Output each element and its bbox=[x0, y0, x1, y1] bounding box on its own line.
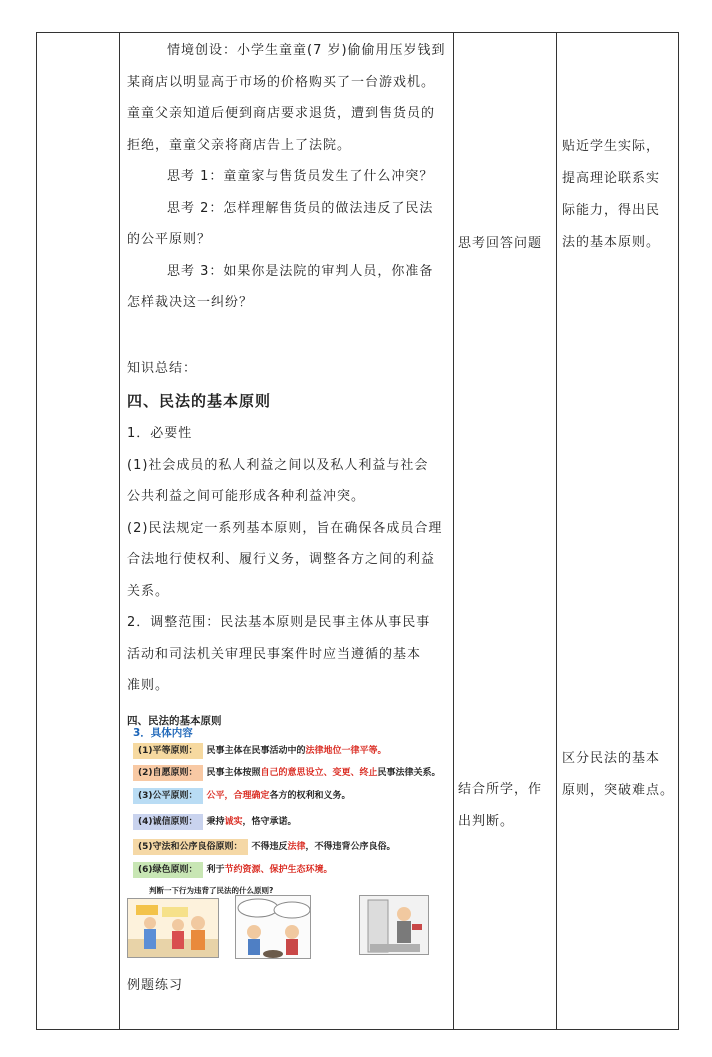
principle-label: (1)平等原则： bbox=[133, 743, 203, 759]
body-line: 准则。 bbox=[127, 678, 170, 693]
principle-row: (5)守法和公序良俗原则： 不得违反法律，不得违背公序良俗。 bbox=[133, 839, 396, 855]
intent-2: 区分民法的基本 原则，突破难点。 bbox=[562, 751, 675, 798]
principles-slide bbox=[127, 713, 441, 953]
cartoon-picture-2 bbox=[235, 895, 311, 959]
lesson-table bbox=[36, 32, 679, 1030]
scenario-line: 童童父亲知道后便到商店要求退货，遭到售货员的 bbox=[127, 106, 436, 121]
principle-row: (6)绿色原则： 利于节约资源、保护生态环境。 bbox=[133, 862, 333, 878]
principle-label: (5)守法和公序良俗原则： bbox=[133, 839, 248, 855]
scenario-line: 情境创设：小学生童童(7 岁)偷偷用压岁钱到 bbox=[167, 43, 446, 58]
body-line: (1)社会成员的私人利益之间以及私人利益与社会 bbox=[127, 457, 429, 473]
question-2-cont: 的公平原则？ bbox=[127, 232, 212, 247]
slide-title: 四、民法的基本原则 bbox=[127, 715, 222, 727]
principle-row: (3)公平原则： 公平，合理确定各方的权利和义务。 bbox=[133, 788, 351, 804]
body-line: 1．必要性 bbox=[127, 426, 193, 441]
column-divider bbox=[453, 33, 454, 1029]
cartoon-picture-3 bbox=[359, 895, 429, 955]
slide-subtitle: 3．具体内容 bbox=[133, 727, 193, 739]
principle-label: (6)绿色原则： bbox=[133, 862, 203, 878]
section-heading: 四、民法的基本原则 bbox=[127, 392, 272, 410]
principle-row: (2)自愿原则： 民事主体按照自己的意思设立、变更、终止民事法律关系。 bbox=[133, 765, 441, 781]
example-label: 例题练习 bbox=[127, 978, 184, 993]
body-line: 合法地行使权利、履行义务，调整各方之间的利益 bbox=[127, 552, 436, 567]
principle-row: (1)平等原则： 民事主体在民事活动中的法律地位一律平等。 bbox=[133, 743, 387, 759]
activity-1: 思考回答问题 bbox=[458, 236, 543, 251]
question-1: 思考 1：童童家与售货员发生了什么冲突？ bbox=[167, 169, 434, 184]
question-2: 思考 2：怎样理解售货员的做法违反了民法 bbox=[167, 200, 434, 216]
question-3: 思考 3：如果你是法院的审判人员，你准备 bbox=[167, 263, 434, 279]
body-line: 关系。 bbox=[127, 583, 170, 599]
column-divider bbox=[556, 33, 557, 1029]
cartoon-picture-1 bbox=[127, 898, 219, 958]
teaching-content bbox=[127, 33, 452, 702]
body-line: (2)民法规定一系列基本原则，旨在确保各成员合理 bbox=[127, 520, 443, 536]
question-3-cont: 怎样裁决这一纠纷？ bbox=[127, 295, 254, 310]
principle-label: (2)自愿原则： bbox=[133, 765, 203, 781]
column-divider bbox=[119, 33, 120, 1029]
principle-row: (4)诚信原则： 秉持诚实，恪守承诺。 bbox=[133, 814, 297, 830]
body-line: 2．调整范围：民法基本原则是民事主体从事民事 bbox=[127, 615, 431, 630]
principle-label: (3)公平原则： bbox=[133, 788, 203, 804]
scenario-line: 拒绝，童童父亲将商店告上了法院。 bbox=[127, 137, 352, 153]
scenario-line: 某商店以明显高于市场的价格购买了一台游戏机。 bbox=[127, 74, 436, 90]
slide-question: 判断一下行为违背了民法的什么原则? bbox=[149, 886, 274, 895]
body-line: 活动和司法机关审理民事案件时应当遵循的基本 bbox=[127, 646, 422, 662]
principle-label: (4)诚信原则： bbox=[133, 814, 203, 830]
activity-2: 结合所学，作 出判断。 bbox=[458, 782, 543, 829]
intent-1: 贴近学生实际， 提高理论联系实 际能力，得出民 法的基本原则。 bbox=[562, 139, 661, 250]
body-line: 公共利益之间可能形成各种利益冲突。 bbox=[127, 489, 366, 504]
summary-label: 知识总结： bbox=[127, 360, 198, 376]
